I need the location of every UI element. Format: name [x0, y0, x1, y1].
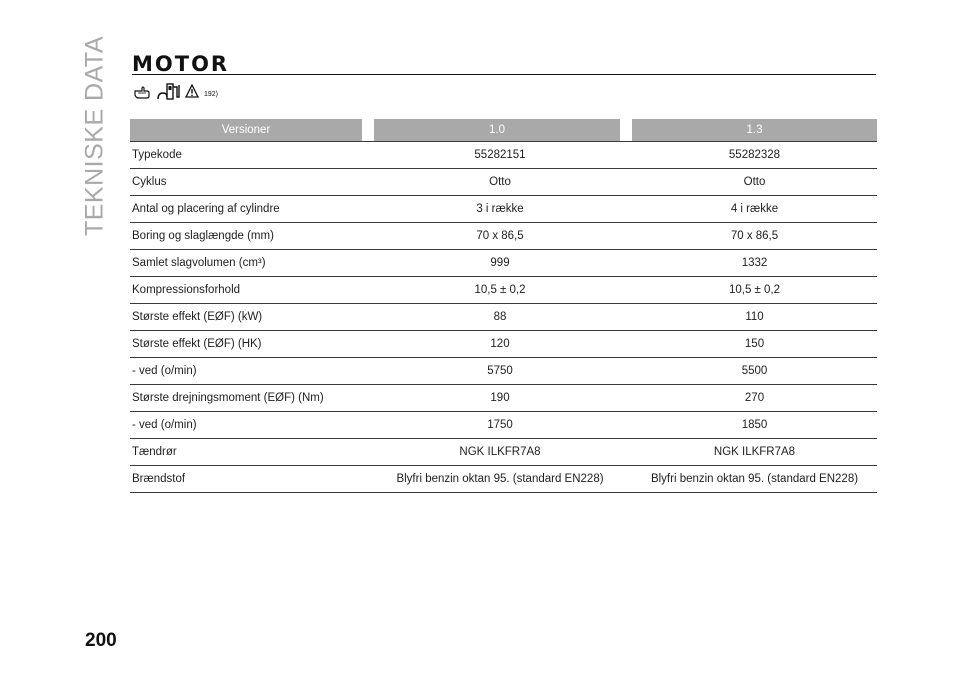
cell-version-1-3: 55282328: [632, 141, 877, 169]
table-row: [130, 223, 877, 250]
header-version-1-3: 1.3: [632, 119, 877, 141]
row-label: - ved (o/min): [130, 358, 374, 385]
row-label: Brændstof: [130, 466, 374, 493]
cell-version-1-0: 190: [374, 385, 632, 412]
fuel-pump-icon: [155, 81, 183, 101]
page-title: MOTOR: [132, 52, 230, 76]
cell-version-1-0: Otto: [374, 169, 632, 196]
cell-version-1-3: Blyfri benzin oktan 95. (standard EN228): [632, 466, 877, 493]
table-row: [130, 466, 877, 493]
title-divider: [132, 74, 876, 75]
cell-version-1-3: 10,5 ± 0,2: [632, 277, 877, 304]
engine-spec-table: [130, 119, 877, 493]
row-label: Boring og slaglængde (mm): [130, 223, 374, 250]
row-label: Største drejningsmoment (EØF) (Nm): [130, 385, 374, 412]
cell-version-1-0: 1750: [374, 412, 632, 439]
side-title-text: TEKNISKE DATA: [80, 35, 109, 237]
section-side-title: [78, 35, 112, 237]
hand-pointer-icon: [133, 82, 153, 100]
row-label: Kompressionsforhold: [130, 277, 374, 304]
cell-version-1-3: 1850: [632, 412, 877, 439]
cell-version-1-3: NGK ILKFR7A8: [632, 439, 877, 466]
cell-version-1-3: 70 x 86,5: [632, 223, 877, 250]
row-label: Antal og placering af cylindre: [130, 196, 374, 223]
table-row: [130, 358, 877, 385]
header-version-1-0: 1.0: [374, 119, 632, 141]
cell-version-1-3: 110: [632, 304, 877, 331]
table-row: [130, 412, 877, 439]
cell-version-1-0: 120: [374, 331, 632, 358]
row-label: Største effekt (EØF) (kW): [130, 304, 374, 331]
row-label: Største effekt (EØF) (HK): [130, 331, 374, 358]
table-row: [130, 385, 877, 412]
cell-version-1-0: 3 i række: [374, 196, 632, 223]
row-label: Typekode: [130, 141, 374, 169]
header-versions: Versioner: [130, 119, 374, 141]
cell-version-1-3: 150: [632, 331, 877, 358]
warning-triangle-icon: [185, 84, 199, 98]
cell-version-1-0: 999: [374, 250, 632, 277]
cell-version-1-3: 270: [632, 385, 877, 412]
table-header-row: [130, 119, 877, 141]
table-row: [130, 141, 877, 169]
note-reference: 192): [204, 90, 219, 98]
cell-version-1-0: 5750: [374, 358, 632, 385]
icon-strip: [133, 80, 218, 102]
table-row: [130, 331, 877, 358]
table-row: [130, 196, 877, 223]
row-label: Samlet slagvolumen (cm³): [130, 250, 374, 277]
table-row: [130, 169, 877, 196]
page-number: 200: [85, 630, 117, 651]
cell-version-1-0: 55282151: [374, 141, 632, 169]
cell-version-1-0: Blyfri benzin oktan 95. (standard EN228): [374, 466, 632, 493]
cell-version-1-3: Otto: [632, 169, 877, 196]
table-row: [130, 250, 877, 277]
cell-version-1-3: 5500: [632, 358, 877, 385]
table-row: [130, 304, 877, 331]
table-row: [130, 439, 877, 466]
row-label: Tændrør: [130, 439, 374, 466]
row-label: - ved (o/min): [130, 412, 374, 439]
cell-version-1-0: 10,5 ± 0,2: [374, 277, 632, 304]
row-label: Cyklus: [130, 169, 374, 196]
cell-version-1-0: NGK ILKFR7A8: [374, 439, 632, 466]
cell-version-1-0: 88: [374, 304, 632, 331]
table-row: [130, 277, 877, 304]
cell-version-1-3: 1332: [632, 250, 877, 277]
cell-version-1-3: 4 i række: [632, 196, 877, 223]
cell-version-1-0: 70 x 86,5: [374, 223, 632, 250]
